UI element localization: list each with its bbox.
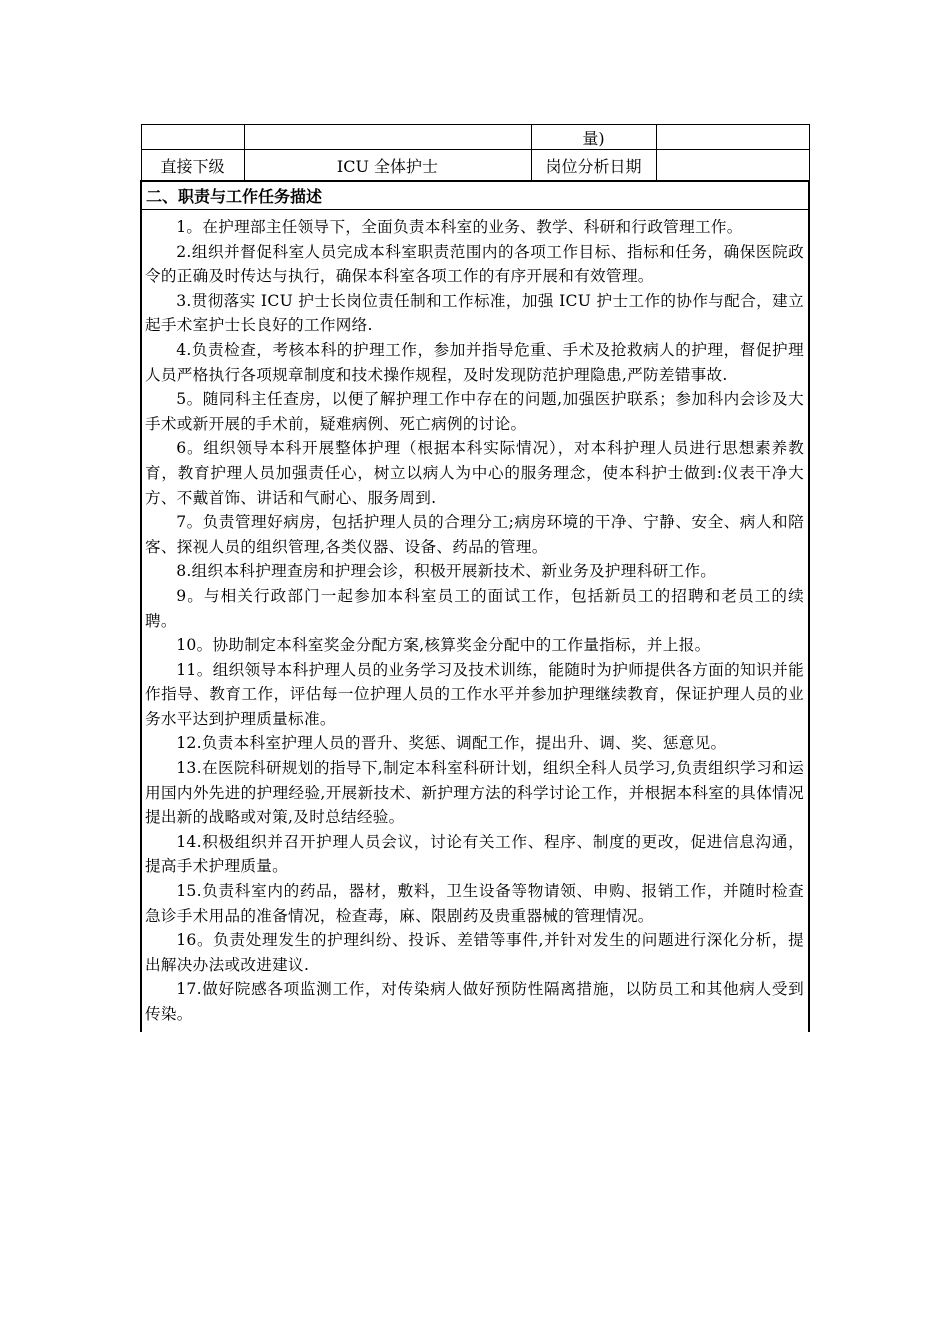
duty-item: 16。负责处理发生的护理纠纷、投诉、差错等事件,并针对发生的问题进行深化分析，提出解决办法或改进建议. xyxy=(145,931,804,974)
duty-item: 6。组织领导本科开展整体护理（根据本科实际情况），对本科护理人员进行思想素养教育，教育护理人员加强责任心，树立以病人为中心的服务理念，使本科护士做到:仪表干净大方、不戴首饰、讲话和气耐心、服务周到. xyxy=(145,439,804,507)
subordinate-value: ICU 全体护士 xyxy=(244,150,531,182)
duty-item: 2.组织并督促科室人员完成本科室职责范围内的各项工作目标、指标和任务，确保医院政令的正确及时传达与执行，确保本科室各项工作的有序开展和有效管理。 xyxy=(145,242,804,286)
subordinate-label: 直接下级 xyxy=(141,150,244,182)
duty-item: 3.贯彻落实 ICU 护士长岗位责任制和工作标准，加强 ICU 护士工作的协作与配合，建立起手术室护士长良好的工作网络. xyxy=(145,291,804,335)
duty-item: 13.在医院科研规划的指导下,制定本科室科研计划，组织全科人员学习,负责组织学习和运用国内外先进的护理经验,开展新技术、新护理方法的科学讨论工作，并根据本科室的具体情况提出新的战略或对策,及时总结经验。 xyxy=(145,759,804,827)
duties-cell xyxy=(141,210,809,1032)
table-row-duties xyxy=(141,210,809,1032)
duty-item: 10。协助制定本科室奖金分配方案,核算奖金分配中的工作量指标，并上报。 xyxy=(176,636,711,655)
duty-item: 14.积极组织并召开护理人员会议，讨论有关工作、程序、制度的更改，促进信息沟通，提高手术护理质量。 xyxy=(145,832,804,876)
duty-item: 17.做好院感各项监测工作，对传染病人做好预防性隔离措施，以防员工和其他病人受到传染。 xyxy=(145,980,804,1023)
cell-top-2 xyxy=(244,125,531,150)
duty-item: 9。与相关行政部门一起参加本科室员工的面试工作，包括新员工的招聘和老员工的续聘。 xyxy=(145,586,804,630)
table-row-section-title xyxy=(141,181,809,210)
table-row-subordinate xyxy=(141,150,809,182)
table-row-top xyxy=(141,125,809,150)
duty-item: 15.负责科室内的药品，器材，敷料，卫生设备等物请领、申购、报销工作，并随时检查急诊手术用品的准备情况，检查毒，麻、限剧药及贵重器械的管理情况。 xyxy=(145,882,804,925)
duty-item: 1。在护理部主任领导下，全面负责本科室的业务、教学、科研和行政管理工作。 xyxy=(176,218,743,236)
cell-top-4 xyxy=(656,125,809,150)
analysis-date-value xyxy=(656,150,809,182)
duty-item: 12.负责本科室护理人员的晋升、奖惩、调配工作，提出升、调、奖、惩意见。 xyxy=(176,734,727,753)
duty-item: 5。随同科主任查房，以便了解护理工作中存在的问题,加强医护联系；参加科内会诊及大手术或新开展的手术前，疑难病例、死亡病例的讨论。 xyxy=(145,390,804,433)
analysis-date-label: 岗位分析日期 xyxy=(531,150,656,182)
cell-top-3: 量) xyxy=(531,125,656,150)
duty-item: 7。负责管理好病房，包括护理人员的合理分工;病房环境的干净、宁静、安全、病人和陪客、探视人员的组织管理,各类仪器、设备、药品的管理。 xyxy=(145,513,804,556)
duty-item: 4.负责检查，考核本科的护理工作，参加并指导危重、手术及抢救病人的护理，督促护理人员严格执行各项规章制度和技术操作规程，及时发现防范护理隐患,严防差错事故. xyxy=(145,340,804,384)
job-description-table xyxy=(140,124,810,1032)
section-title: 二、职责与工作任务描述 xyxy=(141,181,809,210)
duty-item: 11。组织领导本科护理人员的业务学习及技术训练，能随时为护师提供各方面的知识并能作指导、教育工作，评估每一位护理人员的工作水平并参加护理继续教育，保证护理人员的业务水平达到护理质量标准。 xyxy=(145,660,804,728)
cell-top-1 xyxy=(141,125,244,150)
duty-item: 8.组织本科护理查房和护理会诊，积极开展新技术、新业务及护理科研工作。 xyxy=(176,562,717,581)
